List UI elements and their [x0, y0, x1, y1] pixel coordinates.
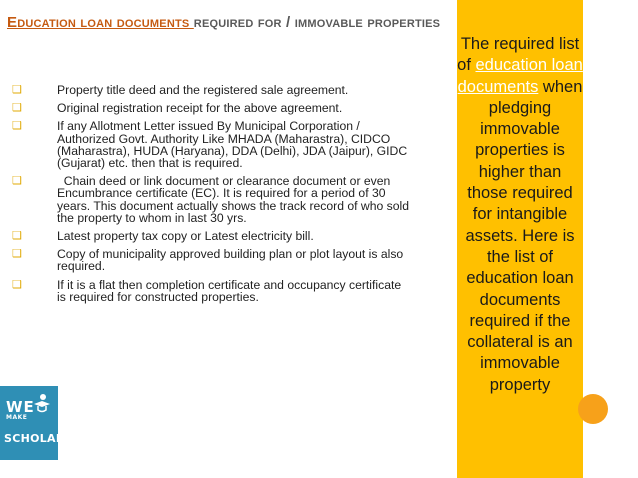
list-item-text: If any Allotment Letter issued By Municipal Corporation / Authorized Govt. Authority Like MHADA (Maharastra), CIDCO (Maharastra), HUDA (Haryana), DDA (Delhi), JDA (Jaipur), GIDC (Gujarat) etc. then that is required.: [57, 119, 408, 171]
list-item: [12, 175, 412, 224]
bullet-icon: ❑: [12, 102, 22, 115]
bullet-icon: ❑: [12, 120, 22, 133]
list-item-text: Original registration receipt for the above agreement.: [57, 101, 343, 116]
list-item-text: Copy of municipality approved building plan or plot layout is also required.: [57, 247, 404, 274]
page-title: [7, 12, 447, 34]
document-list: [12, 84, 412, 309]
panel-link[interactable]: education loan documents: [457, 56, 583, 96]
list-item-text: If it is a flat then completion certificate and occupancy certificate is required for constructed properties.: [57, 277, 402, 304]
list-item-text: Property title deed and the registered sale agreement.: [57, 83, 349, 97]
decorative-circle: [578, 394, 608, 424]
panel-text-after: when pledging immovable properties is higher than those required for intangible assets. Here is the list of education loan documents required if the collateral is an immovable property: [465, 77, 583, 394]
bullet-icon: ❑: [12, 175, 22, 188]
list-item-text: Chain deed or link document or clearance document or even Encumbrance certificate (EC). It is required for a period of 30 years. This document actually shows the track record of who sold the property to whom in last 30 yrs.: [57, 174, 413, 225]
list-item: [12, 230, 412, 242]
list-item-text: Latest property tax copy or Latest electricity bill.: [57, 229, 314, 244]
list-item: [12, 279, 412, 303]
list-item: [12, 102, 412, 114]
bullet-icon: ❑: [12, 84, 22, 96]
logo-text-we: WE: [6, 398, 35, 416]
logo: [0, 386, 73, 460]
list-item: [12, 84, 412, 96]
panel-text-before: The required list of: [457, 35, 580, 75]
logo-text-make: MAKE: [6, 414, 28, 421]
title-highlight: Education loan documents: [7, 14, 194, 31]
logo-text-scholars: SCHOLARS: [4, 432, 73, 445]
list-item: [12, 120, 412, 169]
bullet-icon: ❑: [12, 278, 22, 291]
side-panel-text: [457, 34, 583, 396]
list-item: [12, 248, 412, 272]
bullet-icon: ❑: [12, 248, 22, 261]
bullet-icon: ❑: [12, 230, 22, 243]
title-rest: required for / immovable properties: [193, 14, 441, 31]
